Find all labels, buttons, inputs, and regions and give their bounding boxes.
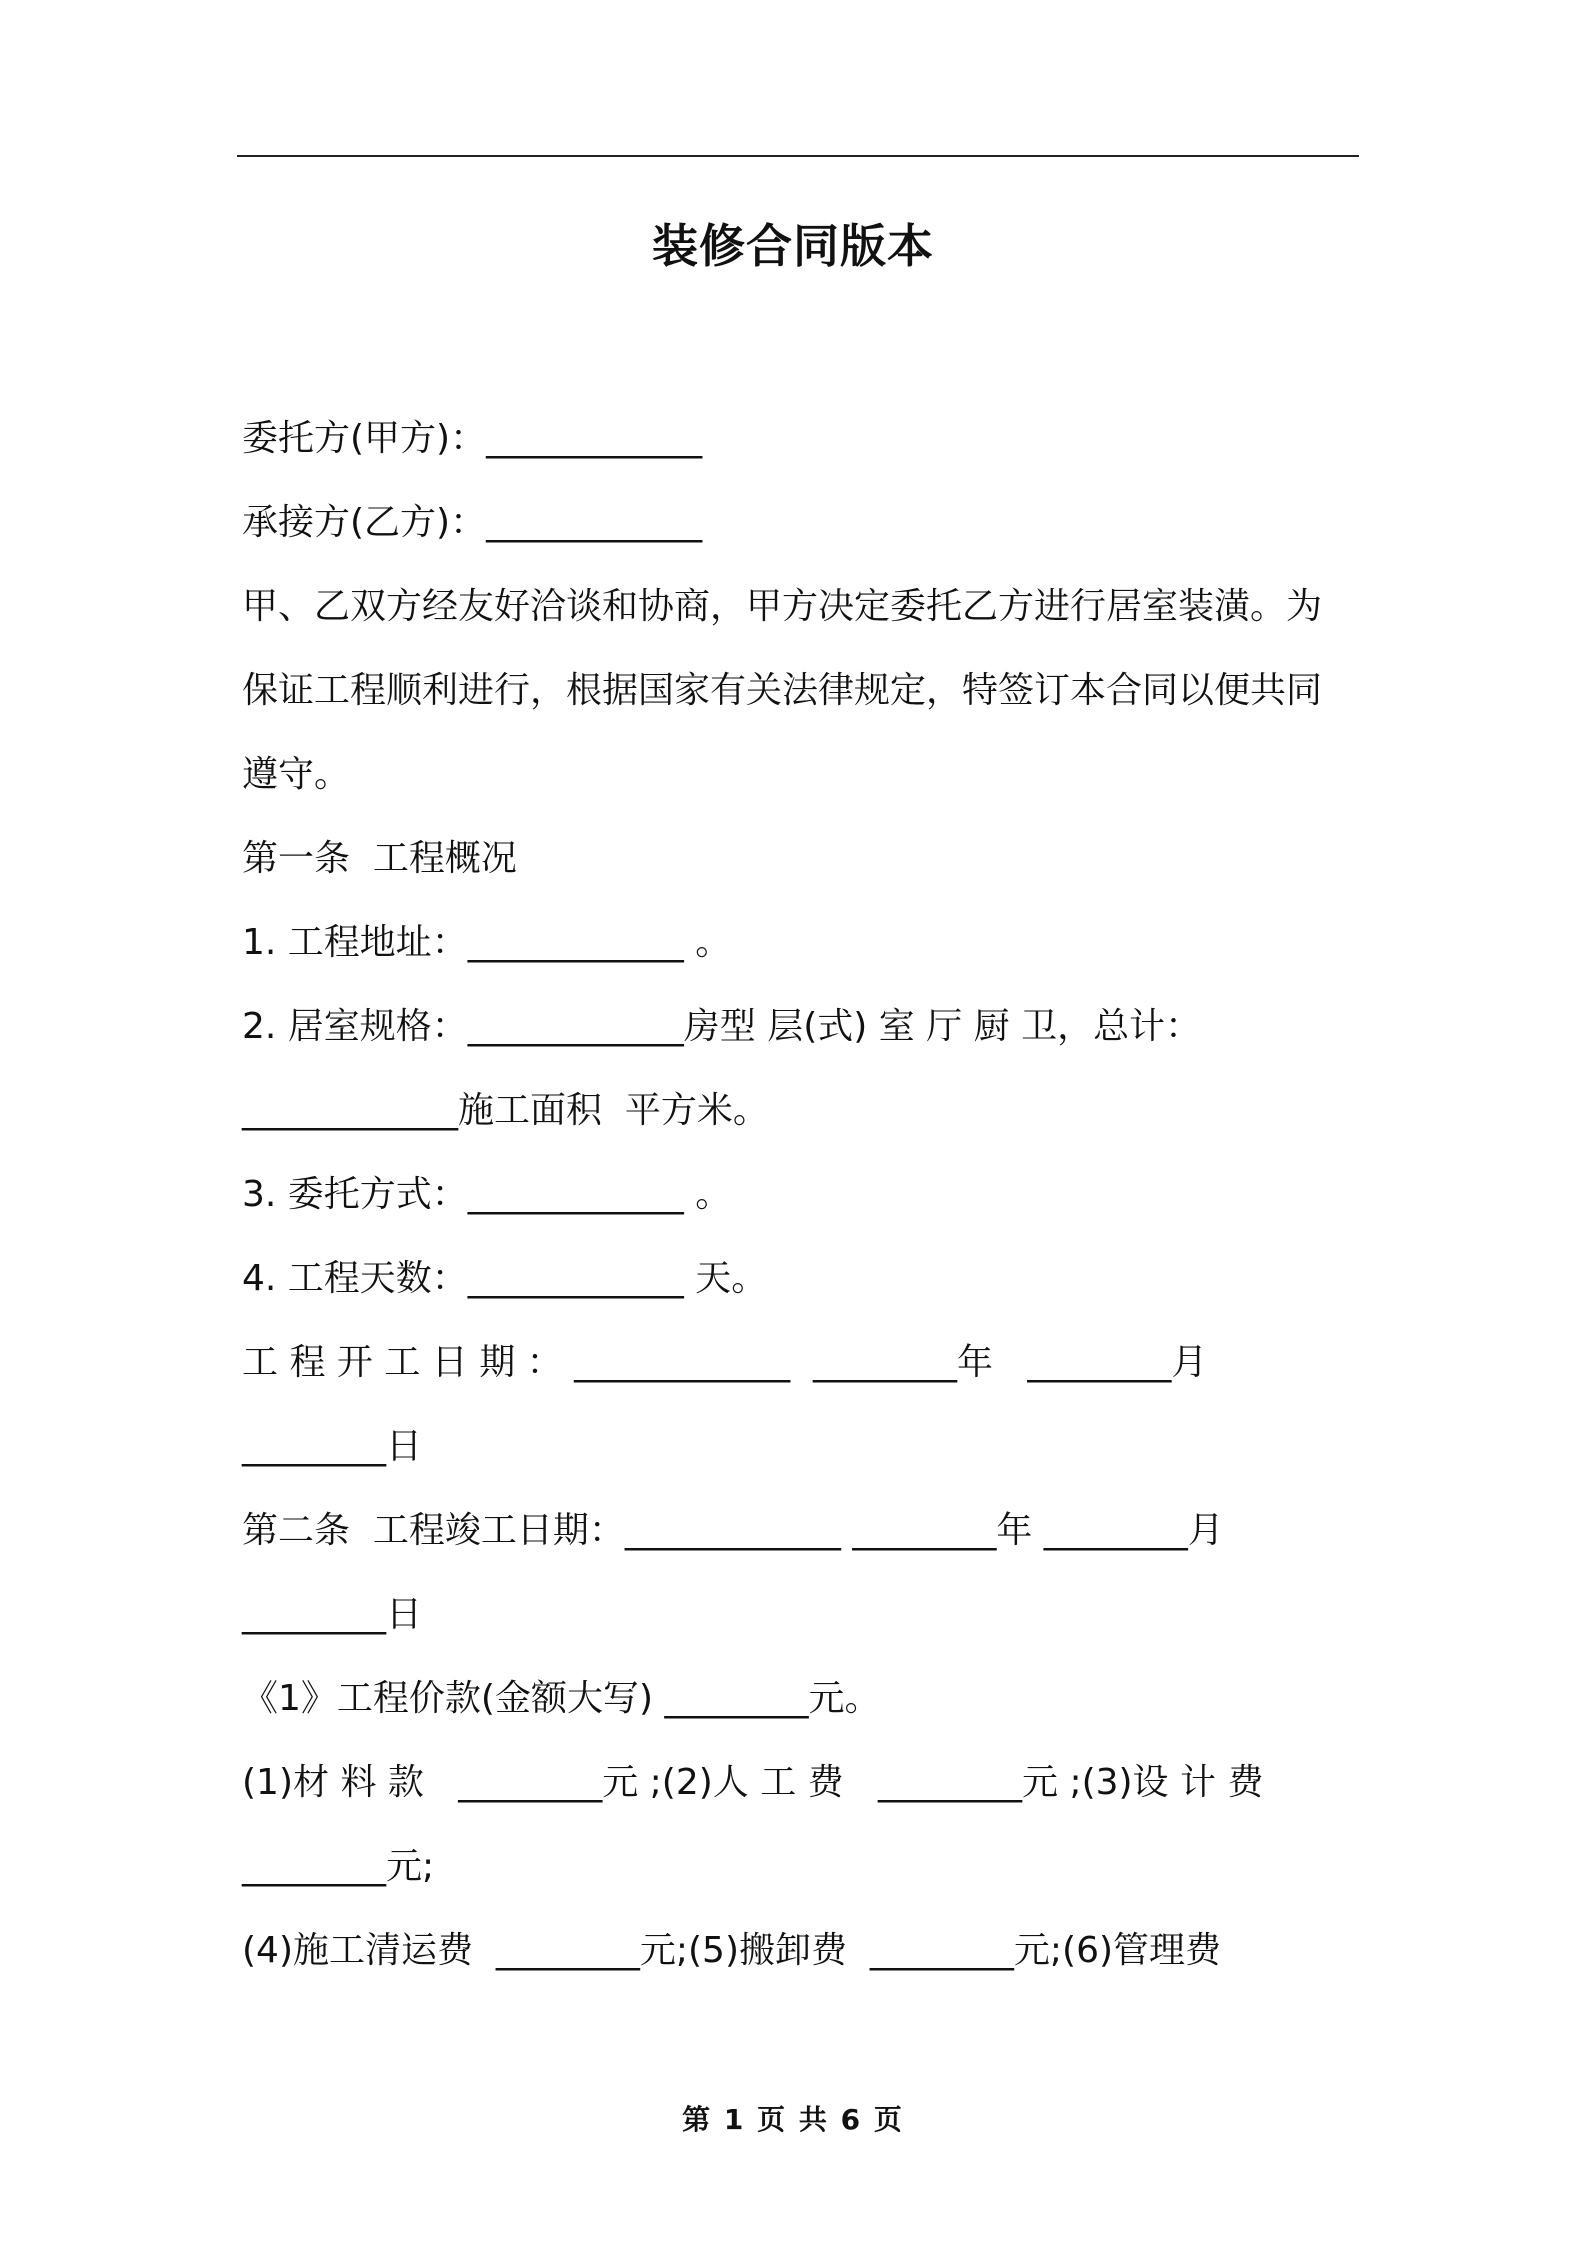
page-footer: 第 1 页 共 6 页 — [682, 2103, 904, 2136]
cost-items-line-3: (4)施工清运费 ________元;(5)搬卸费 ________元;(6)管理费 — [242, 1930, 1222, 1971]
intro-line-1: 甲、乙双方经友好洽谈和协商，甲方决定委托乙方进行居室装潢。为 — [242, 586, 1323, 627]
cost-items-line-1: (1)材 料 款 ________元 ;(2)人 工 费 ________元 ;(3)设 计 费 — [242, 1762, 1264, 1803]
completion-day-line: ________日 — [242, 1594, 423, 1635]
room-spec-line-2: ____________施工面积 平方米。 — [242, 1090, 769, 1131]
document-title: 装修合同版本 — [652, 219, 934, 273]
intro-line-2: 保证工程顺利进行，根据国家有关法律规定，特签订本合同以便共同 — [242, 670, 1323, 711]
project-days-line: 4. 工程天数：____________ 天。 — [242, 1258, 768, 1299]
project-price-line: 《1》工程价款(金额大写) ________元。 — [242, 1678, 881, 1719]
cost-items-line-2: ________元; — [242, 1846, 435, 1887]
header-rule — [237, 155, 1359, 157]
project-address-line: 1. 工程地址：____________ 。 — [242, 922, 732, 963]
party-a-line: 委托方(甲方)：____________ — [242, 418, 703, 459]
intro-line-3: 遵守。 — [242, 754, 351, 795]
start-date-day-line: ________日 — [242, 1426, 423, 1467]
article-2-completion-line: 第二条 工程竣工日期：____________ ________年 ________月 — [242, 1510, 1224, 1551]
article-1-heading: 第一条 工程概况 — [242, 838, 517, 879]
party-b-line: 承接方(乙方)：____________ — [242, 502, 703, 543]
start-date-line: 工 程 开 工 日 期 ： ____________ ________年 ________月 — [242, 1342, 1208, 1383]
commission-method-line: 3. 委托方式：____________ 。 — [242, 1174, 732, 1215]
room-spec-line: 2. 居室规格：____________房型 层(式) 室 厅 厨 卫，总计： — [242, 1006, 1202, 1047]
